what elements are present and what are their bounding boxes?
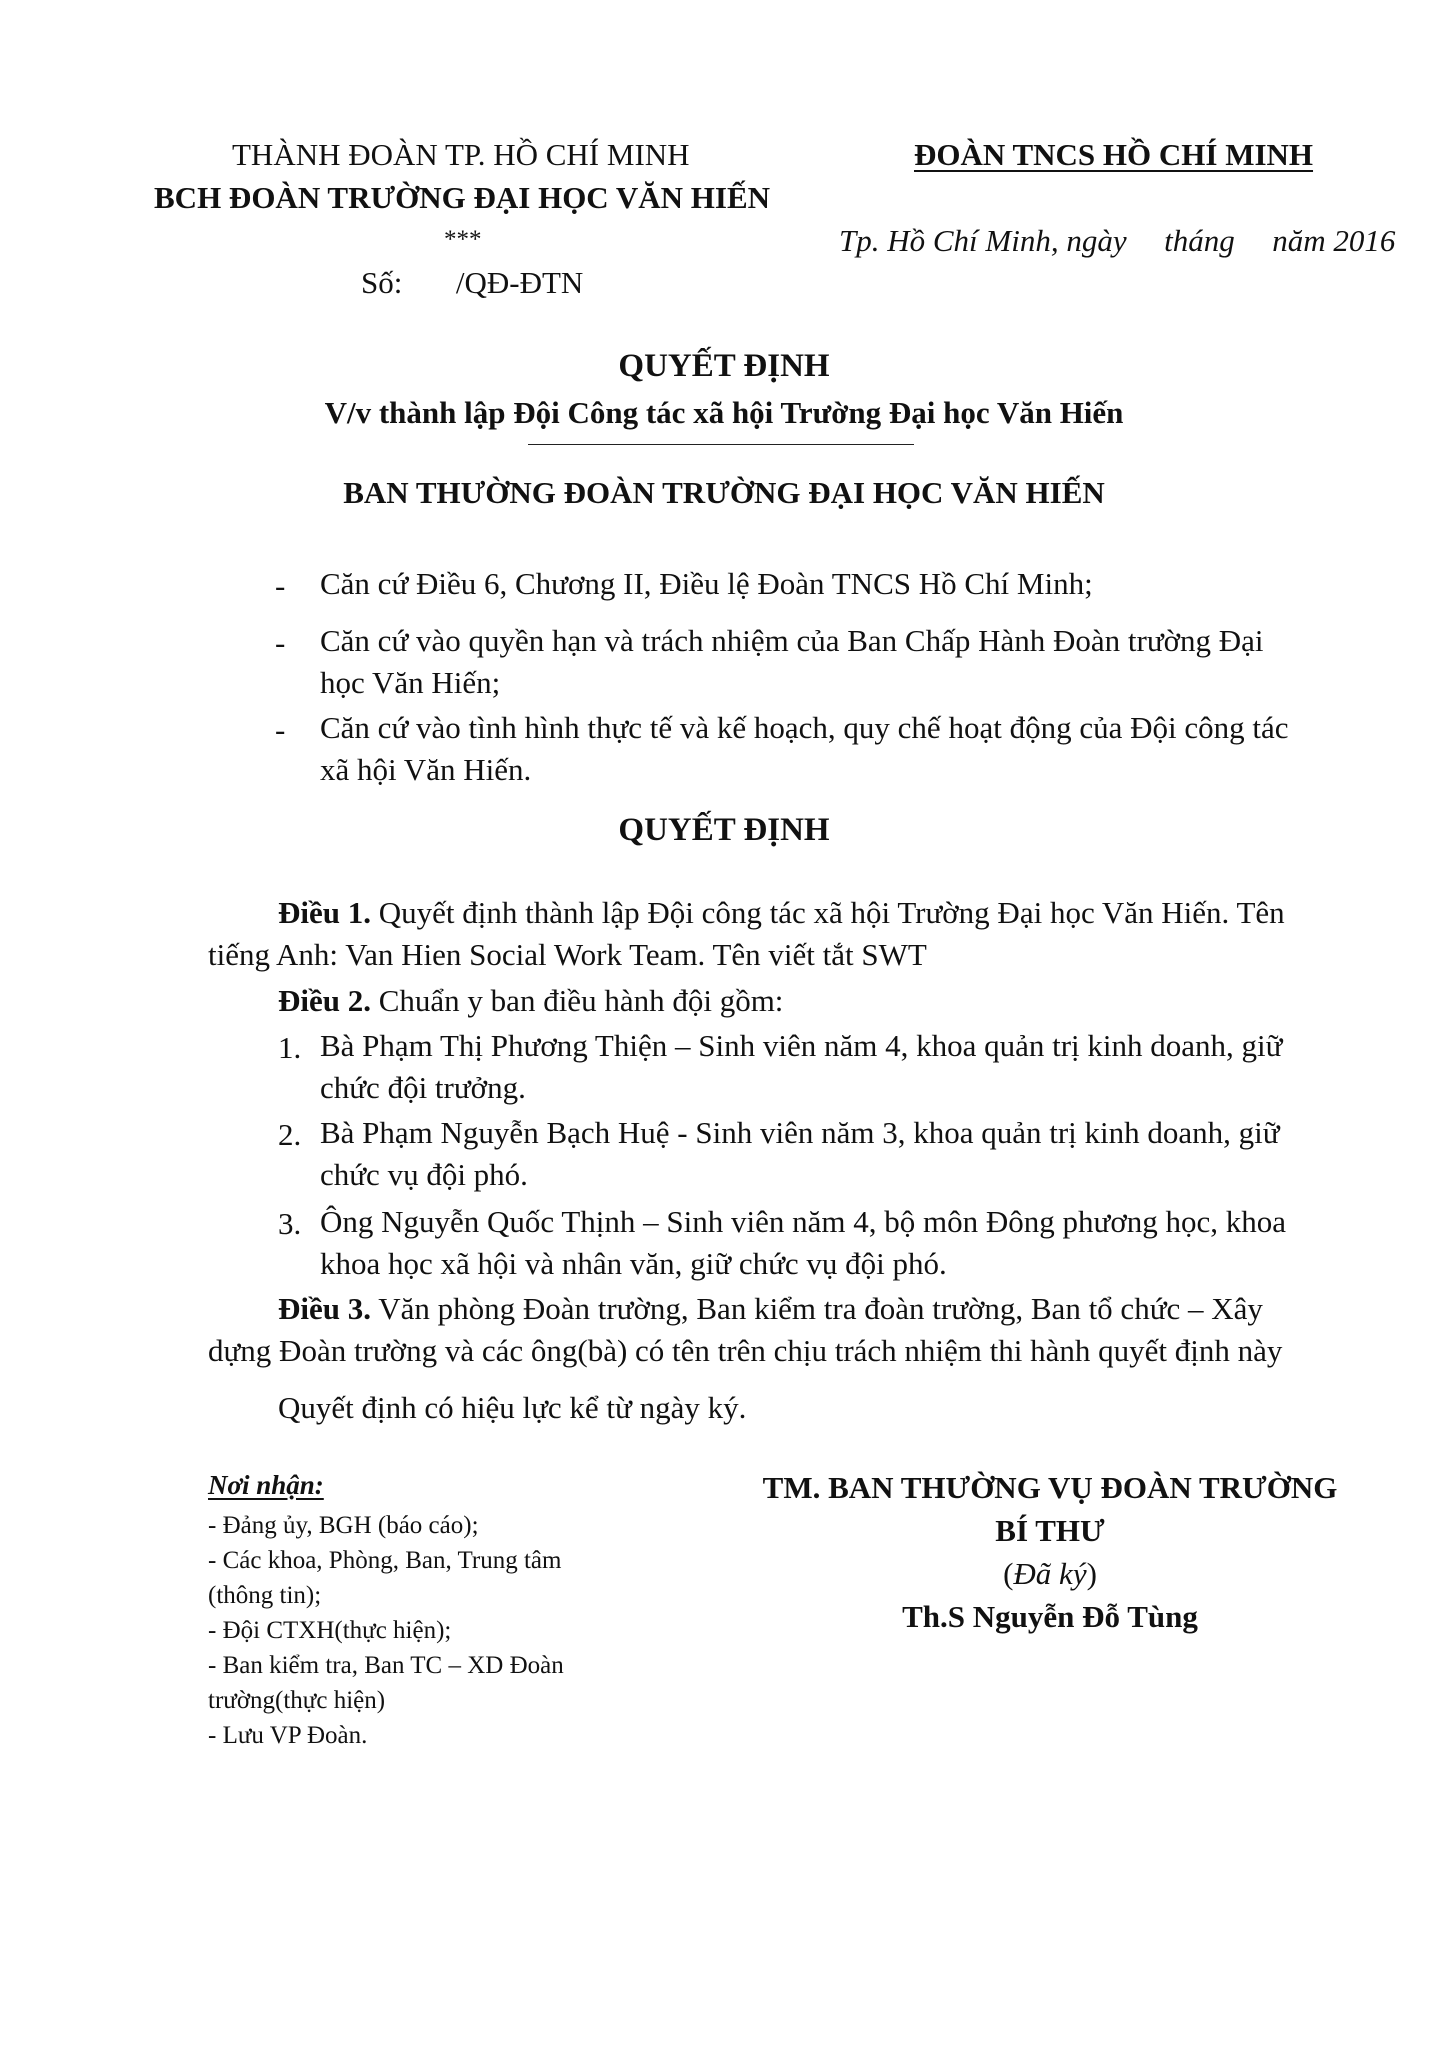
effective-clause: Quyết định có hiệu lực kể từ ngày ký.	[278, 1390, 747, 1425]
article-2	[278, 980, 1328, 1022]
number-label: Số:	[361, 265, 403, 300]
article-3-label: Điều 3.	[278, 1291, 371, 1326]
member-line: chức vụ đội phó.	[320, 1157, 528, 1192]
national-org	[914, 137, 1313, 173]
date-place: Tp. Hồ Chí Minh, ngày	[839, 223, 1127, 258]
article-1-text: Quyết định thành lập Đội công tác xã hội Trường Đại học Văn Hiến. Tên	[378, 895, 1285, 930]
article-3-first-line	[208, 1288, 1338, 1330]
document-subject: V/v thành lập Đội Công tác xã hội Trường Đại học Văn Hiến	[324, 395, 1124, 430]
member-number: 2.	[278, 1117, 302, 1152]
basis-line: Căn cứ vào tình hình thực tế và kế hoạch, quy chế hoạt động của Đội công tác	[320, 710, 1289, 745]
member-item	[320, 1112, 1330, 1196]
basis-dash: -	[275, 568, 286, 603]
signatory-name: Th.S Nguyễn Đỗ Tùng	[902, 1599, 1198, 1634]
recipients-title-text: Nơi nhận:	[208, 1470, 324, 1500]
org-parent: THÀNH ĐOÀN TP. HỒ CHÍ MINH	[232, 137, 690, 172]
member-number: 3.	[278, 1206, 302, 1241]
member-line: Bà Phạm Nguyễn Bạch Huệ - Sinh viên năm 3, khoa quản trị kinh doanh, giữ	[320, 1115, 1280, 1150]
recipient-line: (thông tin);	[208, 1582, 322, 1609]
article-1-first-line	[208, 892, 1328, 934]
article-2-text: Chuẩn y ban điều hành đội gồm:	[378, 983, 784, 1018]
article-1-second-line: tiếng Anh: Van Hien Social Work Team. Tên viết tắt SWT	[208, 937, 927, 972]
member-item	[320, 1025, 1330, 1109]
number-suffix: /QĐ-ĐTN	[455, 265, 584, 300]
place-date	[839, 223, 1395, 259]
signature-status-text: Đã ký	[1013, 1556, 1087, 1591]
document-number	[361, 265, 583, 301]
org-name: BCH ĐOÀN TRƯỜNG ĐẠI HỌC VĂN HIẾN	[154, 180, 771, 215]
date-year: năm 2016	[1272, 223, 1396, 258]
recipients-list	[208, 1508, 618, 1753]
member-number: 1.	[278, 1030, 302, 1065]
article-3-second-line: dựng Đoàn trường và các ông(bà) có tên trên chịu trách nhiệm thi hành quyết định này	[208, 1333, 1283, 1368]
member-line: khoa học xã hội và nhân văn, giữ chức vụ đội phó.	[320, 1246, 947, 1281]
basis-line: học Văn Hiến;	[320, 665, 501, 700]
article-1	[208, 892, 1328, 976]
recipient-line: - Đội CTXH(thực hiện);	[208, 1617, 452, 1644]
member-line: Ông Nguyễn Quốc Thịnh – Sinh viên năm 4, bộ môn Đông phương học, khoa	[320, 1204, 1286, 1239]
recipients-title	[208, 1470, 324, 1501]
recipient-line: - Lưu VP Đoàn.	[208, 1722, 368, 1749]
recipient-line: - Ban kiểm tra, Ban TC – XD Đoàn	[208, 1652, 564, 1679]
subject-underline	[528, 444, 914, 445]
org-separator: ***	[444, 226, 482, 253]
article-3-text: Văn phòng Đoàn trường, Ban kiểm tra đoàn trường, Ban tổ chức – Xây	[378, 1291, 1263, 1326]
signature-title: BÍ THƯ	[995, 1513, 1105, 1548]
basis-line: Căn cứ Điều 6, Chương II, Điều lệ Đoàn TNCS Hồ Chí Minh;	[320, 566, 1093, 601]
member-line: chức đội trưởng.	[320, 1070, 526, 1105]
member-line: Bà Phạm Thị Phương Thiện – Sinh viên năm 4, khoa quản trị kinh doanh, giữ	[320, 1028, 1283, 1063]
national-org-text: ĐOÀN TNCS HỒ CHÍ MINH	[914, 137, 1314, 172]
basis-line: xã hội Văn Hiến.	[320, 752, 532, 787]
article-1-label: Điều 1.	[278, 895, 371, 930]
basis-item	[320, 620, 1330, 704]
member-item	[320, 1201, 1330, 1285]
basis-item	[320, 707, 1340, 791]
recipient-line: - Đảng ủy, BGH (báo cáo);	[208, 1512, 479, 1539]
signature-status: (Đã ký)	[1003, 1556, 1097, 1591]
basis-line: Căn cứ vào quyền hạn và trách nhiệm của Ban Chấp Hành Đoàn trường Đại	[320, 623, 1264, 658]
basis-dash: -	[275, 625, 286, 660]
document-heading: QUYẾT ĐỊNH	[618, 348, 830, 384]
date-month: tháng	[1164, 223, 1235, 258]
recipient-line: - Các khoa, Phòng, Ban, Trung tâm	[208, 1547, 562, 1574]
article-3	[208, 1288, 1338, 1372]
basis-dash: -	[275, 712, 286, 747]
basis-item	[320, 563, 1330, 605]
decision-heading: QUYẾT ĐỊNH	[618, 812, 830, 848]
issuing-body: BAN THƯỜNG ĐOÀN TRƯỜNG ĐẠI HỌC VĂN HIẾN	[343, 475, 1105, 510]
recipient-line: trường(thực hiện)	[208, 1687, 386, 1714]
signature-authority: TM. BAN THƯỜNG VỤ ĐOÀN TRƯỜNG	[762, 1470, 1338, 1505]
article-2-label: Điều 2.	[278, 983, 371, 1018]
